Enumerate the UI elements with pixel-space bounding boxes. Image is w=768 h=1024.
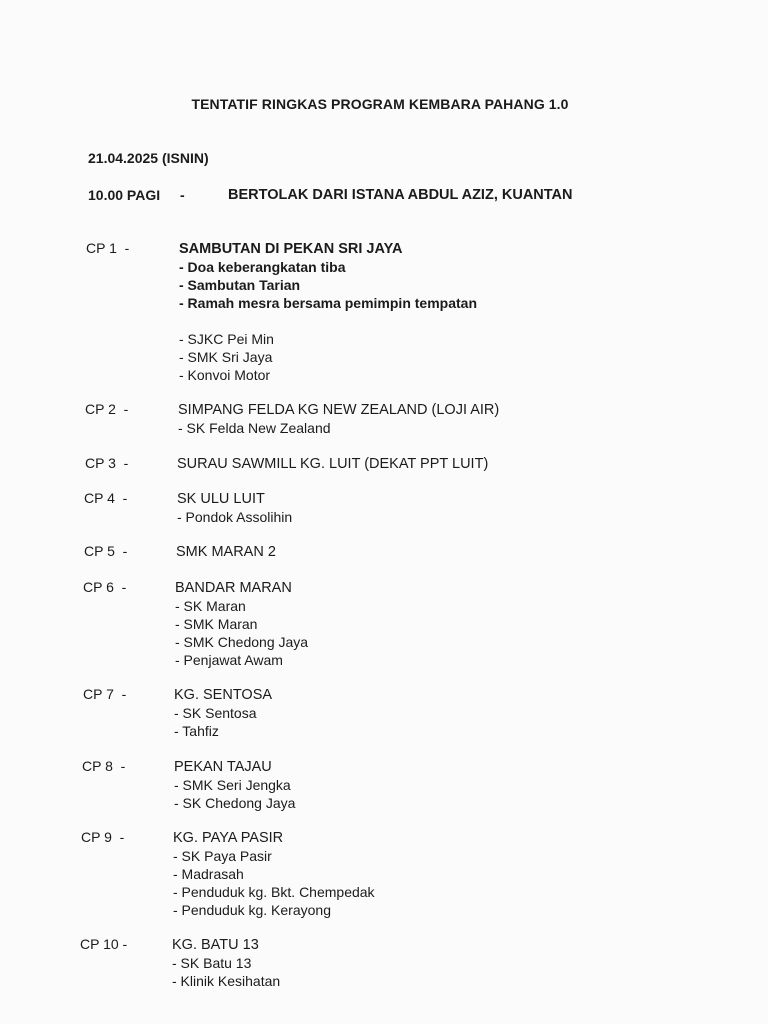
checkpoint-heading: BANDAR MARAN <box>175 580 292 596</box>
checkpoint-heading: SMK MARAN 2 <box>176 544 276 560</box>
checkpoint-item: - Penduduk kg. Kerayong <box>173 902 331 918</box>
checkpoint-label: CP 4 - <box>84 490 128 506</box>
checkpoint-item: - Klinik Kesihatan <box>172 973 281 989</box>
checkpoint-heading: SAMBUTAN DI PEKAN SRI JAYA <box>179 241 403 257</box>
checkpoint-heading: KG. PAYA PASIR <box>173 830 284 846</box>
checkpoint-heading: SK ULU LUIT <box>177 491 265 507</box>
departure-dash: - <box>180 187 185 203</box>
checkpoint-label: CP 3 - <box>85 455 129 471</box>
checkpoint-item: - SMK Chedong Jaya <box>175 634 309 650</box>
checkpoint-item: - SJKC Pei Min <box>179 331 274 347</box>
checkpoint-heading: KG. BATU 13 <box>172 937 259 953</box>
document-title: TENTATIF RINGKAS PROGRAM KEMBARA PAHANG 1.0 <box>191 96 569 112</box>
checkpoint-label: CP 7 - <box>83 686 127 702</box>
checkpoint-item: - Penduduk kg. Bkt. Chempedak <box>173 884 375 900</box>
checkpoint-label: CP 9 - <box>81 829 125 845</box>
checkpoint-label: CP 6 - <box>83 579 127 595</box>
checkpoint-item: - Ramah mesra bersama pemimpin tempatan <box>179 295 477 311</box>
checkpoint-item: - Madrasah <box>173 866 244 882</box>
checkpoint-item: - SK Paya Pasir <box>173 848 272 864</box>
checkpoint-item: - SMK Sri Jaya <box>179 349 273 365</box>
checkpoint-item: - Sambutan Tarian <box>179 277 301 293</box>
checkpoint-label: CP 1 - <box>86 240 130 256</box>
checkpoint-item: - SK Batu 13 <box>172 955 252 971</box>
departure-time: 10.00 PAGI <box>88 187 161 203</box>
checkpoint-label: CP 10 - <box>80 936 128 952</box>
checkpoint-heading: KG. SENTOSA <box>174 687 273 703</box>
checkpoint-item: - Penjawat Awam <box>175 652 283 668</box>
checkpoint-item: - SMK Maran <box>175 616 258 632</box>
checkpoint-item: - SK Felda New Zealand <box>178 420 331 436</box>
checkpoint-item: - SK Sentosa <box>174 705 257 721</box>
checkpoint-item: - Konvoi Motor <box>179 367 271 383</box>
checkpoint-item: - Tahfiz <box>174 723 219 739</box>
checkpoint-item: - SK Maran <box>175 598 246 614</box>
checkpoint-label: CP 5 - <box>84 543 128 559</box>
checkpoint-item: - SMK Seri Jengka <box>174 777 291 793</box>
checkpoint-heading: SURAU SAWMILL KG. LUIT (DEKAT PPT LUIT) <box>177 456 489 472</box>
departure-text: BERTOLAK DARI ISTANA ABDUL AZIZ, KUANTAN <box>228 187 573 203</box>
program-date: 21.04.2025 (ISNIN) <box>88 150 209 166</box>
checkpoint-label: CP 8 - <box>82 758 126 774</box>
checkpoint-label: CP 2 - <box>85 401 129 417</box>
checkpoint-item: - Doa keberangkatan tiba <box>179 259 346 275</box>
checkpoint-heading: PEKAN TAJAU <box>174 759 272 775</box>
checkpoint-heading: SIMPANG FELDA KG NEW ZEALAND (LOJI AIR) <box>178 402 500 418</box>
checkpoint-item: - Pondok Assolihin <box>177 509 293 525</box>
checkpoint-item: - SK Chedong Jaya <box>174 795 296 811</box>
